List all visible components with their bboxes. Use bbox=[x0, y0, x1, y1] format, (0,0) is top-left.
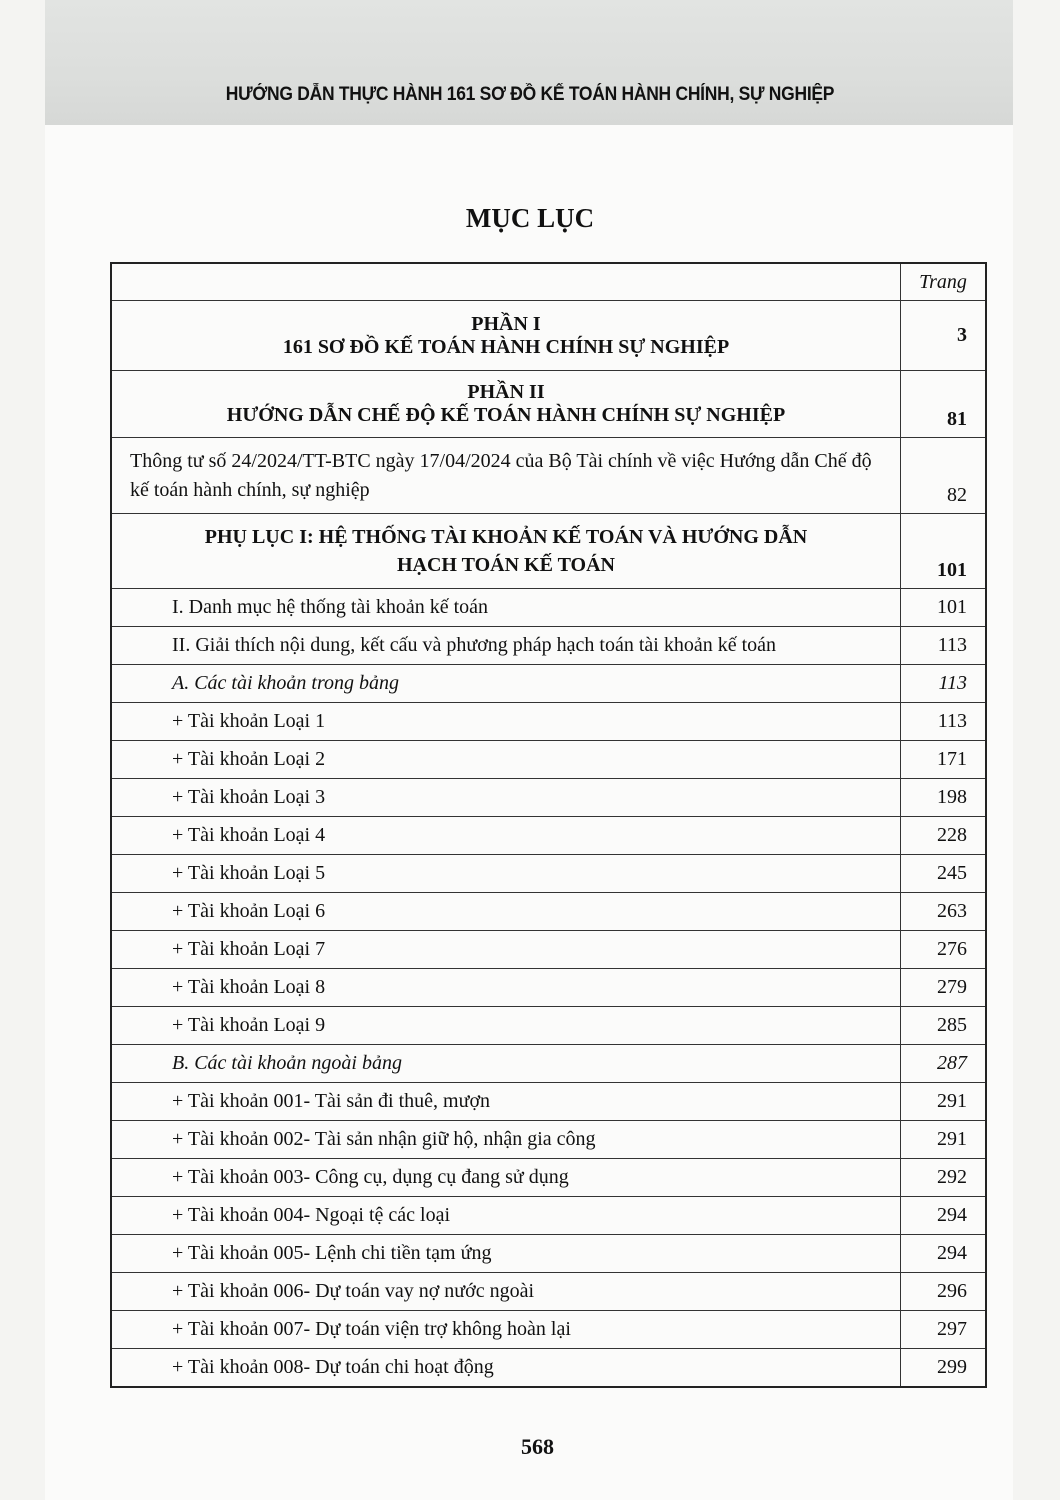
toc-part-row[interactable] bbox=[111, 371, 986, 438]
page-column-header: Trang bbox=[901, 263, 987, 301]
page-ref: 287 bbox=[901, 1045, 987, 1083]
appendix-title-line1: PHỤ LỤC I: HỆ THỐNG TÀI KHOẢN KẾ TOÁN VÀ HƯỚNG DẪN bbox=[204, 526, 808, 548]
toc-entry-row[interactable] bbox=[111, 627, 986, 665]
entry-title: + Tài khoản 006- Dự toán vay nợ nước ngoài bbox=[111, 1273, 901, 1311]
entry-title: + Tài khoản 008- Dự toán chi hoạt động bbox=[111, 1349, 901, 1387]
toc-entry-row[interactable] bbox=[111, 1083, 986, 1121]
page-title: MỤC LỤC bbox=[465, 203, 595, 233]
entry-title: I. Danh mục hệ thống tài khoản kế toán bbox=[111, 589, 901, 627]
entry-title: + Tài khoản Loại 9 bbox=[111, 1007, 901, 1045]
part-label: PHẦN I bbox=[471, 312, 541, 335]
entry-title: + Tài khoản Loại 7 bbox=[111, 931, 901, 969]
part-title: HƯỚNG DẪN CHẾ ĐỘ KẾ TOÁN HÀNH CHÍNH SỰ NGHIỆP bbox=[226, 404, 786, 426]
entry-title: II. Giải thích nội dung, kết cấu và phương pháp hạch toán tài khoản kế toán bbox=[111, 627, 901, 665]
entry-title: + Tài khoản 005- Lệnh chi tiền tạm ứng bbox=[111, 1235, 901, 1273]
page-ref: 171 bbox=[901, 741, 987, 779]
toc-entry-row[interactable] bbox=[111, 1311, 986, 1349]
entry-title: + Tài khoản Loại 3 bbox=[111, 779, 901, 817]
toc-entry-row[interactable] bbox=[111, 1349, 986, 1387]
running-header: HƯỚNG DẪN THỰC HÀNH 161 SƠ ĐỒ KẾ TOÁN HÀNH CHÍNH, SỰ NGHIỆP bbox=[225, 84, 835, 105]
page-ref: 81 bbox=[901, 371, 987, 438]
toc-entry-row[interactable] bbox=[111, 1273, 986, 1311]
page-ref: 294 bbox=[901, 1197, 987, 1235]
page-ref: 291 bbox=[901, 1121, 987, 1159]
entry-title: + Tài khoản Loại 2 bbox=[111, 741, 901, 779]
page-ref: 291 bbox=[901, 1083, 987, 1121]
page-ref: 3 bbox=[901, 301, 987, 371]
entry-title: + Tài khoản 003- Công cụ, dụng cụ đang sử dụng bbox=[111, 1159, 901, 1197]
entry-title: + Tài khoản Loại 8 bbox=[111, 969, 901, 1007]
page-ref: 296 bbox=[901, 1273, 987, 1311]
toc-table bbox=[110, 262, 987, 1388]
page-number: 568 bbox=[521, 1434, 554, 1459]
entry-title: + Tài khoản Loại 4 bbox=[111, 817, 901, 855]
page-ref: 299 bbox=[901, 1349, 987, 1387]
appendix-title-line2: HẠCH TOÁN KẾ TOÁN bbox=[396, 554, 616, 576]
page-ref: 82 bbox=[901, 438, 987, 514]
entry-title: + Tài khoản 002- Tài sản nhận giữ hộ, nhận gia công bbox=[111, 1121, 901, 1159]
page-ref: 228 bbox=[901, 817, 987, 855]
page-ref: 294 bbox=[901, 1235, 987, 1273]
toc-entry-row[interactable] bbox=[111, 589, 986, 627]
toc-entry-row[interactable] bbox=[111, 1007, 986, 1045]
entry-title: + Tài khoản 001- Tài sản đi thuê, mượn bbox=[111, 1083, 901, 1121]
toc-entry-row[interactable] bbox=[111, 665, 986, 703]
toc-entry-row[interactable] bbox=[111, 1235, 986, 1273]
page-ref: 245 bbox=[901, 855, 987, 893]
page-ref: 292 bbox=[901, 1159, 987, 1197]
page-ref: 297 bbox=[901, 1311, 987, 1349]
page-ref: 113 bbox=[901, 665, 987, 703]
entry-title: B. Các tài khoản ngoài bảng bbox=[111, 1045, 901, 1083]
toc-entry-row[interactable] bbox=[111, 969, 986, 1007]
toc-entry-row[interactable] bbox=[111, 893, 986, 931]
page-ref: 279 bbox=[901, 969, 987, 1007]
part-title: 161 SƠ ĐỒ KẾ TOÁN HÀNH CHÍNH SỰ NGHIỆP bbox=[282, 335, 730, 358]
header-band bbox=[45, 0, 1013, 125]
entry-title: + Tài khoản 007- Dự toán viện trợ không hoàn lại bbox=[111, 1311, 901, 1349]
toc-header-row bbox=[111, 263, 986, 301]
entry-title: A. Các tài khoản trong bảng bbox=[111, 665, 901, 703]
toc-entry-row[interactable] bbox=[111, 855, 986, 893]
toc-part-row[interactable] bbox=[111, 301, 986, 371]
page-ref: 285 bbox=[901, 1007, 987, 1045]
page-ref: 276 bbox=[901, 931, 987, 969]
toc-entry-row[interactable] bbox=[111, 741, 986, 779]
page-ref: 113 bbox=[901, 627, 987, 665]
entry-title: + Tài khoản 004- Ngoại tệ các loại bbox=[111, 1197, 901, 1235]
circular-text: Thông tư số 24/2024/TT-BTC ngày 17/04/2024 của Bộ Tài chính về việc Hướng dẫn Chế độ kế toán hành chính, sự nghiệp bbox=[111, 438, 901, 514]
entry-title: + Tài khoản Loại 6 bbox=[111, 893, 901, 931]
entry-title: + Tài khoản Loại 1 bbox=[111, 703, 901, 741]
entry-title: + Tài khoản Loại 5 bbox=[111, 855, 901, 893]
part-label: PHẦN II bbox=[467, 381, 545, 403]
page-ref: 113 bbox=[901, 703, 987, 741]
toc-entry-row[interactable] bbox=[111, 817, 986, 855]
page-ref: 263 bbox=[901, 893, 987, 931]
toc-entry-row[interactable] bbox=[111, 703, 986, 741]
toc-entry-row[interactable] bbox=[111, 931, 986, 969]
page-ref: 198 bbox=[901, 779, 987, 817]
toc-entry-row[interactable] bbox=[111, 1197, 986, 1235]
toc-entry-row[interactable] bbox=[111, 1159, 986, 1197]
toc-entry-row[interactable] bbox=[111, 779, 986, 817]
toc-entry-row[interactable] bbox=[111, 1045, 986, 1083]
toc-appendix-row[interactable] bbox=[111, 514, 986, 589]
page-ref: 101 bbox=[901, 514, 987, 589]
toc-circular-row[interactable] bbox=[111, 438, 986, 514]
toc-entry-row[interactable] bbox=[111, 1121, 986, 1159]
page-ref: 101 bbox=[901, 589, 987, 627]
